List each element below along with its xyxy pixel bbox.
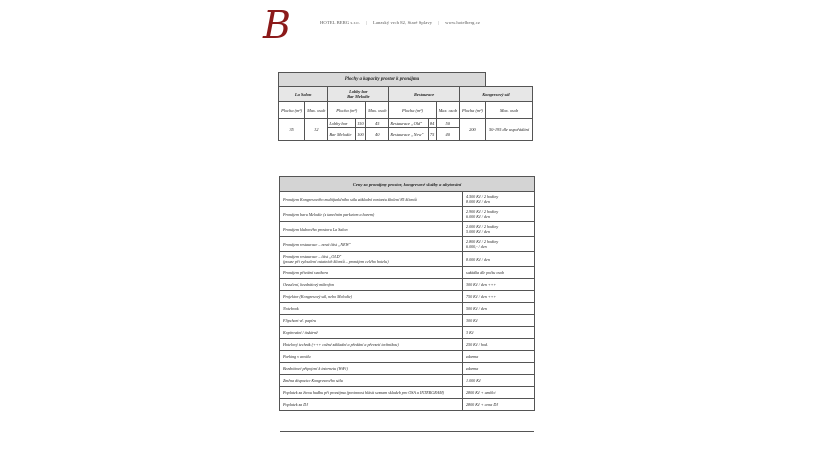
price-row-value: 3 Kč [463, 327, 535, 339]
price-row-label: Pronájem restaurace – nová část „NEW" [280, 237, 463, 252]
price-row-value: 500 Kč / den [463, 303, 535, 315]
restaurace-max-1: 40 [436, 128, 459, 141]
price-row [280, 351, 535, 363]
price-row [280, 279, 535, 291]
kongres-area: 200 [459, 119, 485, 141]
restaurace-name-1: Restaurace „New" [389, 128, 428, 141]
price-row-value: 750 Kč / den +++ [463, 291, 535, 303]
price-row [280, 267, 535, 279]
price-row-value: 2800 Kč + cena DJ [463, 399, 535, 411]
la-salon-area-header: Plocha (m²) [279, 102, 305, 119]
price-row-value: 2.000 Kč / 2 hodiny 5.000 Kč / den [463, 222, 535, 237]
price-row-value: 1.000 Kč [463, 375, 535, 387]
price-row-label: Poplatek za DJ [280, 399, 463, 411]
price-row-value: 300 Kč / den +++ [463, 279, 535, 291]
price-row [280, 192, 535, 207]
lobby-max-header: Max. osob [366, 102, 389, 119]
lobby-max-1: 40 [366, 128, 389, 141]
restaurace-max-header: Max. osob [436, 102, 459, 119]
lobby-max-0: 45 [366, 119, 389, 128]
price-row [280, 363, 535, 375]
capacity-table-caption: Plochy a kapacity prostor k pronájmu [279, 73, 486, 87]
price-row-label: Změna dispozice Kongresového sálu [280, 375, 463, 387]
group-lobby: Lobby bar Bar Melodie [328, 87, 389, 102]
company-web: www.hotelberg.cz [445, 20, 481, 25]
capacity-table [278, 72, 533, 141]
lobby-name-0: Lobby bar [328, 119, 355, 128]
price-row [280, 339, 535, 351]
lobby-name-1: Bar Melodie [328, 128, 355, 141]
la-salon-area: 35 [279, 119, 305, 141]
lobby-area-header: Plocha (m²) [328, 102, 366, 119]
la-salon-max-header: Max. osob [305, 102, 328, 119]
price-row-label: Notebook [280, 303, 463, 315]
price-row-value: 2.900 Kč / 2 hodiny 6.000 Kč / den [463, 207, 535, 222]
price-row-label: Pronájem restaurace – část „OLD" (pouze při vyloučení ostatních klientů – pronájem celého hotelu) [280, 252, 463, 267]
price-row-label: Pronájem baru Melodie (s tanečním parketem a barem) [280, 207, 463, 222]
price-row [280, 222, 535, 237]
group-kongres: Kongresový sál [459, 87, 532, 102]
price-row-value: sužádka dle počtu osob [463, 267, 535, 279]
kongres-area-header: Plocha (m²) [459, 102, 485, 119]
price-row [280, 315, 535, 327]
price-row-value: 4.500 Kč / 2 hodiny 8.000 Kč / den [463, 192, 535, 207]
price-row [280, 399, 535, 411]
price-row-label: Hotelový technik (+++ cožné základní a předání a převzetí technikou) [280, 339, 463, 351]
restaurace-area-0: 84 [429, 120, 435, 126]
lobby-area-0: 150 [357, 120, 364, 126]
price-row-value: zdarma [463, 351, 535, 363]
letterhead [258, 5, 538, 45]
price-row-value: zdarma [463, 363, 535, 375]
restaurace-area-1: 75 [428, 128, 436, 141]
company-address: Lanzský vrch 82, Staré Splavy [372, 20, 433, 25]
lobby-area-1: 100 [355, 128, 365, 141]
price-row-label: Pronájem klubového prostoru La Salon [280, 222, 463, 237]
kongres-max: 50-195 dle uspořádání [485, 119, 532, 141]
hotel-logo: B [263, 3, 291, 47]
company-name: HOTEL BERG s.r.o. [320, 20, 360, 25]
price-row [280, 303, 535, 315]
price-row-label: Flipchart vč. papíru [280, 315, 463, 327]
price-row-label: Ozvučení, bezdrátový mikrofon [280, 279, 463, 291]
price-row-value: 2.800 Kč / 2 hodiny 6.000,- / den [463, 237, 535, 252]
price-row [280, 327, 535, 339]
price-row-value: 2800 Kč + umělci [463, 387, 535, 399]
restaurace-area-header: Plocha (m²) [389, 102, 436, 119]
price-row-label: Poplatek za živou hudbu při pronájmu (povinnost hlásit seznam skladeb pro OSA a INTERGRAM) [280, 387, 463, 399]
restaurace-name-0: Restaurace „Old" [389, 119, 428, 128]
price-row-label: Pronájem přivátní svatbera [280, 267, 463, 279]
price-row-value: 250 Kč / hod. [463, 339, 535, 351]
letterhead-text: HOTEL BERG s.r.o. | Lanzský vrch 82, Staré Splavy | www.hotelberg.cz [320, 20, 481, 25]
price-table-caption: Ceny za pronájmy prostor, kongresové služby a ubytování [280, 177, 535, 192]
footer-rule [280, 431, 534, 432]
group-restaurace: Restaurace [389, 87, 460, 102]
price-row-label: Projektor (Kongresový sál, nebo Melodie) [280, 291, 463, 303]
price-row-label: Pronájem Kongresového multifunkčního sálu základní variantu školení 85 klientů [280, 192, 463, 207]
restaurace-max-0: 50 [436, 119, 459, 128]
price-row-label: Bezdrátové připojení k internetu (WiFi) [280, 363, 463, 375]
price-row [280, 387, 535, 399]
price-row [280, 375, 535, 387]
price-row-value: 8.000 Kč / den [463, 252, 535, 267]
group-la-salon: La Salon [279, 87, 328, 102]
price-table [279, 176, 535, 411]
price-row [280, 252, 535, 267]
la-salon-max: 12 [305, 119, 328, 141]
price-row [280, 237, 535, 252]
kongres-max-header: Max. osob [485, 102, 532, 119]
price-row [280, 207, 535, 222]
price-row-label: Kopírování / tiskárně [280, 327, 463, 339]
price-row [280, 291, 535, 303]
price-row-label: Parking v areálu [280, 351, 463, 363]
price-row-value: 300 Kč [463, 315, 535, 327]
